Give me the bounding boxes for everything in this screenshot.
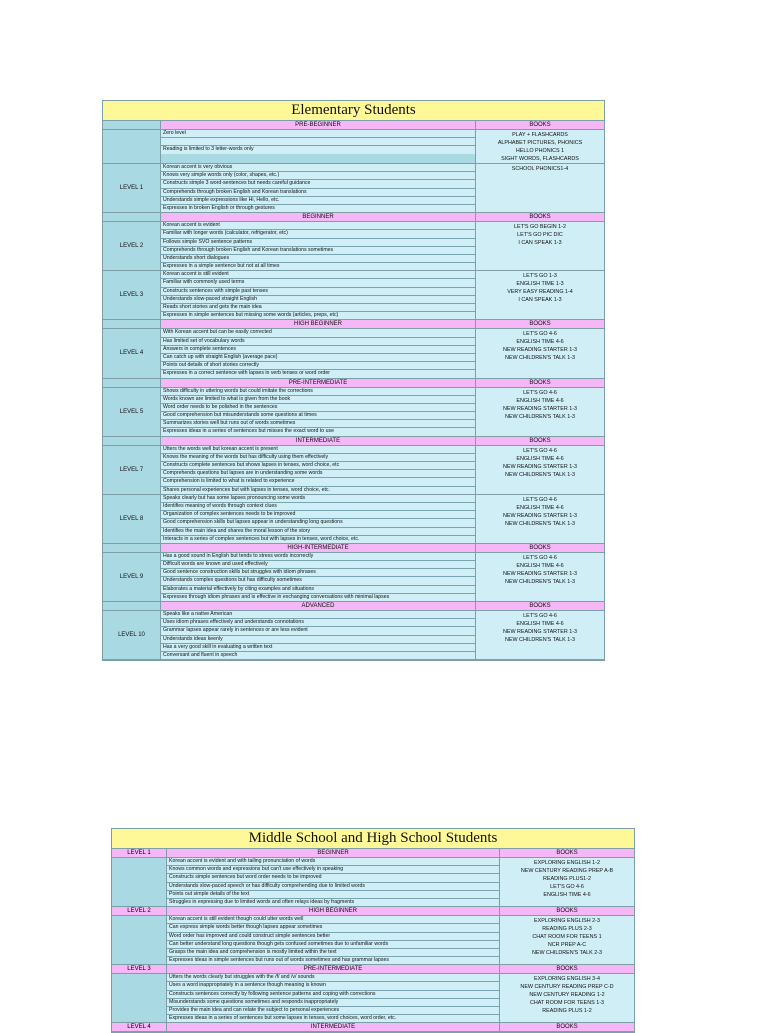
level-row [103, 446, 604, 495]
book-title: NEW CHILDREN'S TALK 2-3 [531, 950, 603, 957]
level-label: LEVEL 5 [103, 388, 160, 436]
books-list [475, 611, 604, 659]
descriptor-line: Understands short dialogues [161, 255, 475, 263]
section-header [103, 602, 604, 611]
book-title: SIGHT WORDS, FLASHCARDS [501, 156, 579, 162]
descriptor-line: Interacts in a series of complex sentences but with lapses in tenses, word choice, etc. [161, 536, 475, 543]
descriptor-line: Identifies meaning of words through context clues [161, 503, 475, 511]
descriptor-line: Expresses in a correct sentence with lapses in verb tenses or word order [161, 370, 475, 377]
book-title: NEW READING STARTER 1-3 [502, 463, 578, 470]
section-title: ADVANCED [160, 602, 475, 610]
descriptor-line: Knows common words and expressions but can't use effectively in speaking [167, 866, 499, 874]
book-title: LET'S GO 4-6 [550, 884, 584, 890]
descriptor-line: Points out simple details of the text [167, 891, 499, 899]
descriptor-line: Good sentence construction skills but struggles with idiom phrases [161, 569, 475, 577]
descriptor-line: Constructs sentences with simple past tenses [161, 288, 475, 296]
descriptor-line: Expresses in simple sentences but missing some words (articles, preps, etc) [161, 312, 475, 319]
elementary-title: Elementary Students [103, 101, 604, 121]
book-title: LET'S GO 4-6 [523, 447, 557, 454]
book-title: EXPLORING ENGLISH 2-3 [534, 918, 600, 925]
descriptor-line: Korean accent is still evident though could utter words well [167, 916, 499, 924]
book-title: ENGLISH TIME 4-6 [516, 504, 564, 511]
descriptor-line: Uses a word inappropriately in a sentence though meaning is known [167, 982, 499, 990]
descriptor-line: Provides the main idea and can relate the subject to personal experiences [167, 1007, 499, 1015]
books-header: BOOKS [499, 907, 634, 915]
books-list [475, 388, 604, 436]
book-title: NEW CENTURY READING PREP A-B [520, 868, 614, 874]
section-title: HIGH BEGINNER [166, 907, 499, 915]
book-title: SCHOOL PHONICS1-4 [511, 166, 569, 172]
descriptor-line: Constructs complete sentences but shows lapses in tenses, word choice, etc [161, 462, 475, 470]
book-title: LET'S GO 1-3 [523, 273, 557, 280]
descriptor-line: Identifies the main idea and shares the moral lesson of the story [161, 528, 475, 536]
descriptor-line: Expresses ideas in a series of sentences but some lapses in tenses, word choices, word order, etc. [167, 1015, 499, 1022]
book-title: LET'S GO 4-6 [523, 389, 557, 396]
descriptor-line: Knows the meaning of the words but has difficulty using them effectively [161, 454, 475, 462]
descriptor-line: Good comprehension skills but lapses appear in understanding long questions [161, 519, 475, 527]
descriptors [160, 388, 475, 436]
level-label: LEVEL 4 [112, 1023, 166, 1031]
level-label: LEVEL 8 [103, 495, 160, 543]
descriptor-line: Grammar lapses appear rarely in sentences or are less evident [161, 627, 475, 635]
descriptor-line: Constructs simple sentences but word order needs to be improved [167, 874, 499, 882]
level-spacer [112, 974, 166, 1022]
books-list [499, 916, 634, 964]
level-row [103, 611, 604, 660]
section-header [103, 121, 604, 130]
descriptor-line: Reads short stories and gets the main idea [161, 304, 475, 312]
descriptor-line: Conversant and fluent in speech [161, 652, 475, 659]
book-title: ENGLISH TIME 4-6 [516, 562, 564, 569]
book-title: ENGLISH TIME 4-6 [543, 892, 591, 898]
books-header: BOOKS [499, 1023, 634, 1031]
descriptor-line: Constructs simple 3 word-sentences but needs careful guidance [161, 180, 475, 188]
level-label: LEVEL 4 [103, 329, 160, 377]
book-title: ENGLISH TIME 4-6 [516, 621, 564, 627]
section-title: PRE-BEGINNER [160, 121, 475, 129]
descriptor-line: Points out details of short stories correctly [161, 362, 475, 370]
section-header [103, 213, 604, 222]
descriptors [160, 495, 475, 543]
books-header: BOOKS [475, 544, 604, 552]
books-list [475, 271, 604, 319]
book-title: NEW CENTURY READING PREP C-D [520, 984, 614, 991]
section-header [103, 437, 604, 446]
middle-high-title: Middle School and High School Students [112, 829, 634, 849]
section-title: HIGH-INTERMEDIATE [160, 544, 475, 552]
descriptor-line: Korean accent is evident and with tailing pronunciation of words [167, 858, 499, 866]
books-header: BOOKS [499, 965, 634, 973]
book-title: ALPHABET PICTURES, PHONICS [497, 140, 583, 146]
descriptor-line: Can better understand long questions though gets confused sometimes due to unfamiliar words [167, 941, 499, 949]
book-title: CHAT ROOM FOR TEENS 1-3 [530, 1000, 604, 1007]
descriptor-line: Organization of complex sentences needs to be improved [161, 511, 475, 519]
book-title: LET'S GO 4-6 [523, 554, 557, 561]
level-spacer [112, 916, 166, 964]
section-title: BEGINNER [166, 849, 499, 857]
descriptors [160, 130, 475, 163]
book-title: LET'S GO PIC DIC [517, 232, 563, 239]
books-list [499, 974, 634, 1022]
descriptor-line: Expresses ideas in a series of sentences but misses the exact word to use [161, 428, 475, 435]
book-title: I CAN SPEAK 1-3 [518, 240, 562, 247]
books-header: BOOKS [475, 320, 604, 328]
descriptor-line: Comprehends through broken English and Korean translations [161, 189, 475, 197]
book-title: ENGLISH TIME 4-6 [516, 397, 564, 404]
descriptor-line: Can express simple words better though lapses appear sometimes [167, 924, 499, 932]
level-row [103, 130, 604, 164]
book-title: READING PLUS 1-2 [542, 1008, 592, 1015]
descriptors [166, 916, 499, 964]
elementary-table [102, 100, 605, 661]
descriptor-line: Word order has improved and could construct simple sentences better [167, 933, 499, 941]
section-header [112, 907, 634, 916]
book-title: READING PLUS 2-3 [542, 926, 592, 933]
descriptor-line: Reading is limited to 3 letter-words only [161, 146, 475, 153]
books-header: BOOKS [475, 379, 604, 387]
descriptor-line: Korean accent is evident [161, 222, 475, 230]
section-title: INTERMEDIATE [166, 1023, 499, 1031]
descriptor-line: Expresses ideas in simple sentences but runs out of words sometimes and has grammar lapses [167, 957, 499, 964]
descriptor-line: Utters the words clearly but struggles with the /f/ and /v/ sounds [167, 974, 499, 982]
book-title: NEW CHILDREN'S TALK 1-3 [504, 471, 576, 478]
level-label: LEVEL 9 [103, 553, 160, 601]
descriptor-line: Speaks like a native American [161, 611, 475, 619]
descriptor-line: Has a good sound in English but tends to stress words incorrectly [161, 553, 475, 561]
descriptor-line: Can catch up with straight English (average pace) [161, 354, 475, 362]
section-header [103, 320, 604, 329]
descriptor-line: Comprehends questions but lapses are in understanding some words [161, 470, 475, 478]
book-title: NEW READING STARTER 1-3 [502, 405, 578, 412]
descriptors [166, 858, 499, 906]
descriptor-line: Understands slow-paced straight English [161, 296, 475, 304]
descriptor-line: Understands ideas keenly [161, 636, 475, 644]
section-title: BEGINNER [160, 213, 475, 221]
descriptors [160, 164, 475, 212]
descriptors [160, 222, 475, 270]
descriptor-line: Expresses through idiom phrases and is effective in exchanging conversations with minimal lapses [161, 594, 475, 601]
section-header [112, 965, 634, 974]
descriptor-line: Has limited set of vocabulary words [161, 338, 475, 346]
section-header [103, 544, 604, 553]
section-title: HIGH BEGINNER [160, 320, 475, 328]
section-header [112, 1023, 634, 1032]
level-row [103, 222, 604, 271]
descriptor-line: With Korean accent but can be easily corrected [161, 329, 475, 337]
descriptor-line: Comprehension is limited to what is related to experience [161, 478, 475, 486]
descriptor-line: Familiar with commonly used terms [161, 279, 475, 287]
book-title: READING PLUS1-2 [543, 876, 591, 882]
book-title: NEW CHILDREN'S TALK 1-3 [504, 637, 576, 643]
descriptor-line: Constructs sentences correctly by following sentence patterns and coping with corrections [167, 991, 499, 999]
level-spacer [112, 858, 166, 906]
descriptor-line: Korean accent is still evident [161, 271, 475, 279]
descriptor-line: Korean accent is very obvious [161, 164, 475, 172]
level-row [112, 916, 634, 965]
descriptor-line: Knows very simple words only (color, shapes, etc.) [161, 172, 475, 180]
level-row [112, 974, 634, 1023]
level-label [103, 130, 160, 163]
book-title: NCR PREP A-C [547, 942, 587, 949]
section-title: INTERMEDIATE [160, 437, 475, 445]
descriptors [160, 271, 475, 319]
descriptor-line: Difficult words are known and used effectively [161, 561, 475, 569]
books-list [475, 329, 604, 377]
descriptors [160, 446, 475, 494]
section-header [112, 849, 634, 858]
descriptors [160, 329, 475, 377]
descriptor-line: Uses idiom phrases effectively and understands connotations [161, 619, 475, 627]
book-title: PLAY + FLASHCARDS [512, 132, 568, 138]
descriptor-line: Utters the words well but korean accent is present [161, 446, 475, 454]
books-list [475, 222, 604, 270]
descriptor-line: Expresses in broken English or through gestures [161, 205, 475, 212]
section-title: PRE-INTERMEDIATE [166, 965, 499, 973]
book-title: NEW READING STARTER 1-3 [502, 570, 578, 577]
book-title: ENGLISH TIME 4-6 [516, 339, 564, 346]
books-list [475, 130, 604, 163]
level-row [103, 388, 604, 437]
level-label: LEVEL 3 [103, 271, 160, 319]
section-title: PRE-INTERMEDIATE [160, 379, 475, 387]
books-list [475, 495, 604, 543]
descriptor-line: Word order needs to be polished in the sentences [161, 404, 475, 412]
book-title: I CAN SPEAK 1-3 [518, 297, 562, 304]
descriptor-line: Struggles in expressing due to limited words and often relays ideas by fragments [167, 899, 499, 906]
book-title: LET'S GO 4-6 [523, 613, 557, 619]
books-header: BOOKS [499, 849, 634, 857]
books-header: BOOKS [475, 213, 604, 221]
books-list [475, 164, 604, 212]
descriptor-line: Understands complex questions but has difficulty sometimes [161, 577, 475, 585]
descriptor-line: Familiar with longer words (calculator, refrigerator, etc) [161, 230, 475, 238]
level-label: LEVEL 10 [103, 611, 160, 659]
descriptor-line: Understands simple expressions like Hi, Hello, etc. [161, 197, 475, 205]
books-header: BOOKS [475, 121, 604, 129]
book-title: LET'S GO 4-6 [523, 331, 557, 338]
descriptors [166, 974, 499, 1022]
descriptor-line: Shows difficulty in uttering words but could imitate the corrections [161, 388, 475, 396]
section-header [103, 379, 604, 388]
book-title: NEW READING STARTER 1-3 [502, 512, 578, 519]
book-title: NEW CHILDREN'S TALK 1-3 [504, 355, 576, 362]
descriptor-line: Expresses in a simple sentence but not at all times [161, 263, 475, 270]
descriptors [160, 553, 475, 601]
middle-high-table [111, 828, 635, 1033]
descriptor-line: Comprehends through broken English and Korean translations sometimes [161, 247, 475, 255]
descriptors [160, 611, 475, 659]
book-title: HELLO PHONICS 1 [515, 148, 565, 154]
level-row [103, 164, 604, 213]
descriptor-line: Summarizes stories well but runs out of words sometimes [161, 420, 475, 428]
descriptor-line: Misunderstands some questions sometimes and responds inappropriately [167, 999, 499, 1007]
book-title: LET'S GO 4-6 [523, 496, 557, 503]
book-title: ENGLISH TIME 1-3 [516, 281, 564, 288]
level-label: LEVEL 7 [103, 446, 160, 494]
level-label: LEVEL 2 [112, 907, 166, 915]
book-title: NEW CHILDREN'S TALK 1-3 [504, 520, 576, 527]
books-list [475, 446, 604, 494]
descriptor-line: Grasps the main idea and comprehension is mostly limited within the text [167, 949, 499, 957]
book-title: NEW READING STARTER 1-3 [502, 347, 578, 354]
books-list [475, 553, 604, 601]
descriptor-line: Has a very good skill in evaluating a written text [161, 644, 475, 652]
level-row [112, 858, 634, 907]
books-list [499, 858, 634, 906]
descriptor-line [161, 138, 475, 146]
book-title: LET'S GO BEGIN 1-2 [514, 224, 566, 231]
book-title: NEW CHILDREN'S TALK 1-3 [504, 413, 576, 420]
descriptor-line: Good comprehension but misunderstands some questions at times [161, 412, 475, 420]
book-title: NEW CHILDREN'S TALK 1-3 [504, 578, 576, 585]
books-header: BOOKS [475, 602, 604, 610]
book-title: CHAT ROOM FOR TEENS 1 [532, 934, 602, 941]
book-title: VERY EASY READING 1-4 [507, 289, 573, 296]
level-label: LEVEL 1 [103, 164, 160, 212]
descriptor-line: Zero level [161, 130, 475, 138]
book-title: NEW READING STARTER 1-3 [502, 629, 578, 635]
level-row [103, 271, 604, 320]
level-row [103, 329, 604, 378]
book-title: ENGLISH TIME 4-6 [516, 455, 564, 462]
level-label: LEVEL 1 [112, 849, 166, 857]
level-label: LEVEL 2 [103, 222, 160, 270]
books-header: BOOKS [475, 437, 604, 445]
book-title: EXPLORING ENGLISH 3-4 [534, 976, 600, 983]
descriptor-line: Elaborates a material effectively by citing examples and situations [161, 586, 475, 594]
book-title: NEW CENTURY READING 1-2 [529, 992, 605, 999]
level-row [103, 495, 604, 544]
descriptor-line: Words known are limited to what is given from the book [161, 396, 475, 404]
descriptor-line: Shares personal experiences but with lapses in tenses, word choice, etc. [161, 487, 475, 494]
descriptor-line: Follows simple SVO sentence patterns [161, 239, 475, 247]
level-label: LEVEL 3 [112, 965, 166, 973]
level-row [103, 553, 604, 602]
book-title: EXPLORING ENGLISH 1-2 [534, 860, 600, 866]
descriptor-line: Answers in complete sentences [161, 346, 475, 354]
descriptor-line: Speaks clearly but has some lapses pronouncing some words [161, 495, 475, 503]
descriptor-line: Understands slow-paced speech or has difficulty comprehending due to limited words [167, 883, 499, 891]
